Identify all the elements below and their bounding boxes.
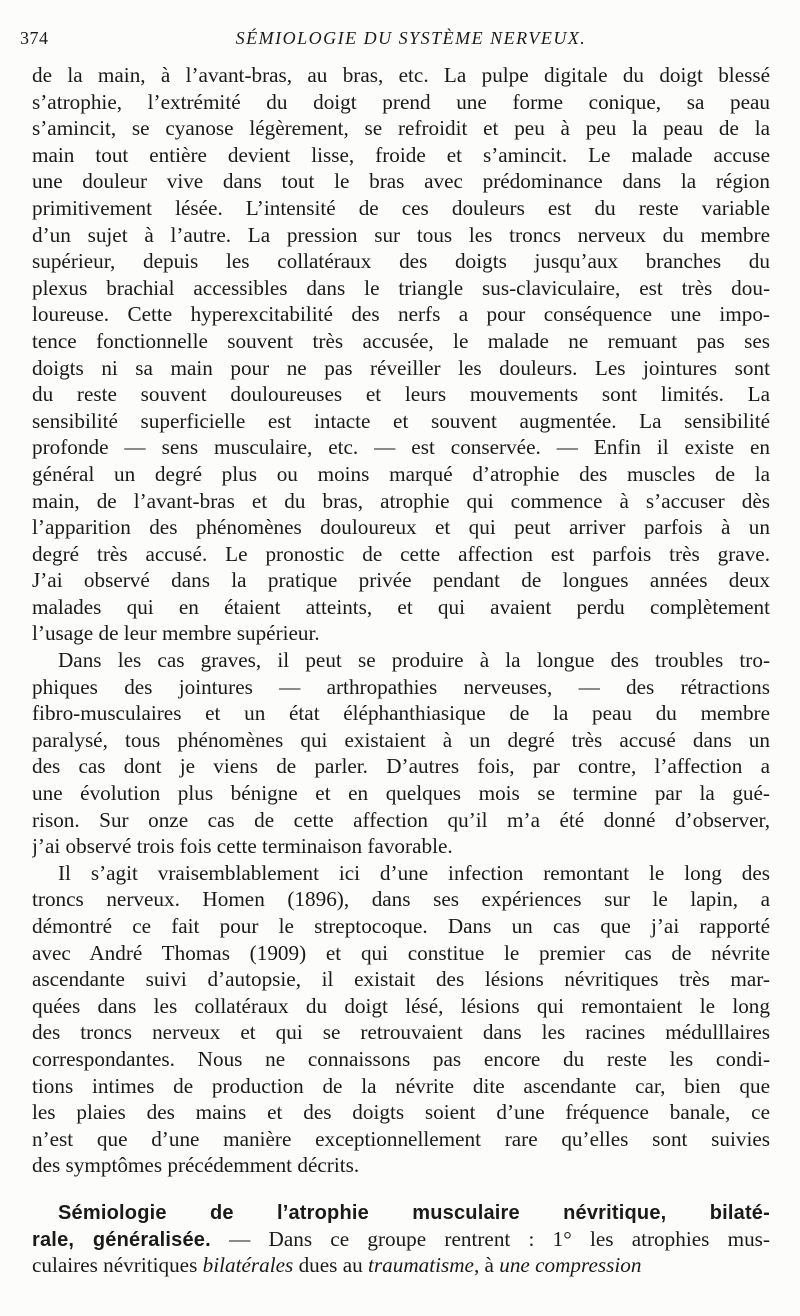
text-line: ascendante suivi d’autopsie, il existait des lésions névritiques très mar- [32, 967, 770, 992]
section-text: culaires névritiques [32, 1253, 203, 1278]
text-line: plexus brachial accessibles dans le triangle sus-claviculaire, est très dou- [32, 275, 770, 300]
text-line: Il s’agit vraisemblablement ici d’une infection remontant le long des [58, 860, 770, 885]
text-line: supérieur, depuis les collatéraux des doigts jusqu’aux branches du [32, 249, 770, 274]
text-line: avec André Thomas (1909) et qui constitue le premier cas de névrite [32, 940, 770, 965]
paragraph-1 [32, 62, 770, 647]
section-line-2 [32, 1226, 770, 1253]
section-heading: Sémiologie de l’atrophie musculaire névritique, bilaté- [58, 1201, 770, 1224]
text-line: Dans les cas graves, il peut se produire à la longue des troubles tro- [58, 648, 770, 673]
text-line: d’un sujet à l’autre. La pression sur tous les troncs nerveux du membre [32, 222, 770, 247]
italic-term: bilatérales [202, 1253, 294, 1278]
text-line: une douleur vive dans tout le bras avec prédominance dans la région [32, 169, 770, 194]
text-line: s’atrophie, l’extrémité du doigt prend une forme conique, sa peau [32, 89, 770, 114]
text-line: une évolution plus bénigne et en quelques mois se termine par la gué- [32, 781, 770, 806]
text-line: du reste souvent douloureuses et leurs mouvements sont limités. La [32, 382, 770, 407]
text-line: des troncs nerveux et qui se retrouvaient dans les racines médulllaires [32, 1020, 770, 1045]
text-line: n’est que d’une manière exceptionnellement rare qu’elles sont suivies [32, 1126, 770, 1151]
italic-term: traumatisme [368, 1253, 474, 1278]
text-line: phiques des jointures — arthropathies nerveuses, — des rétractions [32, 674, 770, 699]
text-line: de la main, à l’avant-bras, au bras, etc. La pulpe digitale du doigt blessé [32, 63, 770, 87]
text-line: des symptômes précédemment décrits. [32, 1153, 360, 1178]
italic-term: une compression [499, 1253, 642, 1278]
section-spacer [32, 1179, 770, 1199]
text-line: j’ai observé trois fois cette terminaison favorable. [32, 834, 453, 859]
page-number: 374 [20, 28, 49, 48]
text-line: les plaies des mains et des doigts soient d’une fréquence banale, ce [32, 1100, 770, 1125]
text-line: profonde — sens musculaire, etc. — est conservée. — Enfin il existe en [32, 435, 770, 460]
text-line: quées dans les collatéraux du doigt lésé, lésions qui remontaient le long [32, 993, 770, 1018]
text-line: tence fonctionnelle souvent très accusée, le malade ne remuant pas ses [32, 328, 770, 353]
text-line: l’apparition des phénomènes douloureux et qui peut arriver parfois à un [32, 515, 770, 540]
body-text [32, 62, 770, 1279]
text-line: fibro-musculaires et un état éléphanthiasique de la peau du membre [32, 701, 770, 726]
text-line: correspondantes. Nous ne connaissons pas encore du reste les condi- [32, 1046, 770, 1071]
section-line-3 [32, 1252, 770, 1279]
text-line: J’ai observé dans la pratique privée pendant de longues années deux [32, 568, 770, 593]
text-line: rison. Sur onze cas de cette affection qu’il m’a été donné d’observer, [32, 807, 770, 832]
text-line: paralysé, tous phénomènes qui existaient à un degré très accusé dans un [32, 727, 770, 752]
section-heading-continued: rale, généralisée. [32, 1228, 211, 1251]
text-line: tions intimes de production de la névrite dite ascendante car, bien que [32, 1073, 770, 1098]
text-line: démontré ce fait pour le streptocoque. Dans un cas que j’ai rapporté [32, 914, 770, 938]
section-heading-line-1 [32, 1199, 770, 1226]
text-line: primitivement lésée. L’intensité de ces douleurs est du reste variable [32, 195, 770, 220]
section-text: , à [473, 1253, 500, 1278]
text-line: s’amincit, se cyanose légèrement, se refroidit et peu à peu la peau de la [32, 116, 770, 141]
text-line: main, de l’avant-bras et du bras, atrophie qui commence à s’accuser dès [32, 488, 770, 513]
text-line: loureuse. Cette hyperexcitabilité des nerfs a pour conséquence une impo- [32, 302, 770, 327]
text-line: sensibilité superficielle est intacte et souvent augmentée. La sensibilité [32, 408, 770, 433]
text-line: doigts ni sa main pour ne pas réveiller les douleurs. Les jointures sont [32, 355, 770, 380]
text-line: l’usage de leur membre supérieur. [32, 621, 320, 646]
running-head [20, 28, 782, 58]
paragraph-2 [32, 647, 770, 860]
text-line: troncs nerveux. Homen (1896), dans ses expériences sur le lapin, a [32, 887, 770, 912]
text-line: degré très accusé. Le pronostic de cette affection est parfois très grave. [32, 541, 770, 566]
text-line: général un degré plus ou moins marqué d’atrophie des muscles de la [32, 461, 770, 486]
section-text: — Dans ce groupe rentrent : 1° les atrophies mus- [210, 1226, 770, 1251]
text-line: main tout entière devient lisse, froide et s’amincit. Le malade accuse [32, 142, 770, 167]
running-title: SÉMIOLOGIE DU SYSTÈME NERVEUX. [235, 28, 587, 48]
text-line: des cas dont je viens de parler. D’autres fois, par contre, l’affection a [32, 754, 770, 779]
paragraph-3 [32, 860, 770, 1179]
text-line: malades qui en étaient atteints, et qui avaient perdu complètement [32, 594, 770, 619]
section-text: dues au [293, 1253, 368, 1278]
